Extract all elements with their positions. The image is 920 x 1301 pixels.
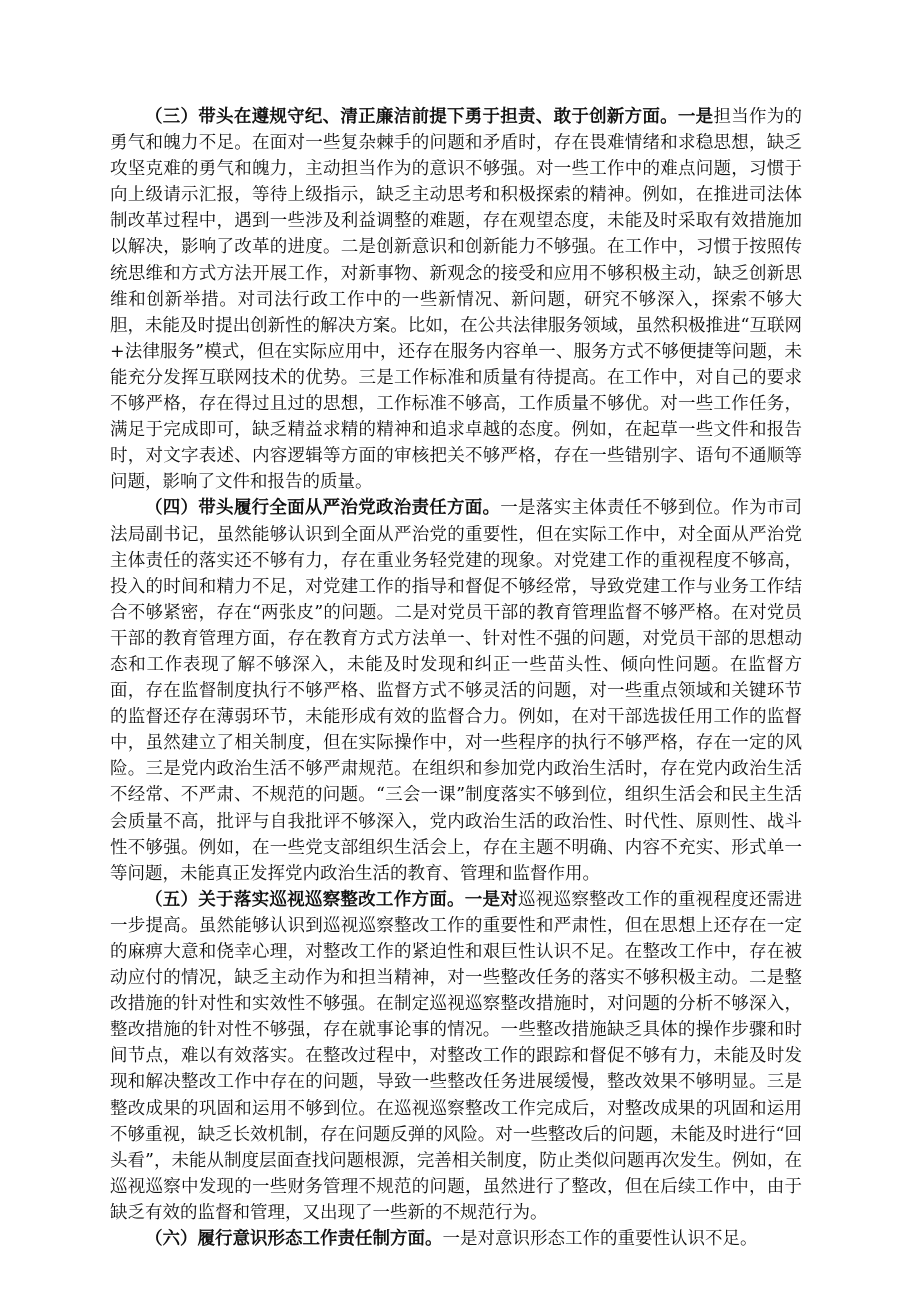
section-five-heading: （五）关于落实巡视巡察整改工作方面。一是对 bbox=[145, 889, 519, 910]
section-three-heading: （三）带头在遵规守纪、清正廉洁前提下勇于担责、敢于创新方面。一是 bbox=[145, 107, 714, 127]
section-four-paragraph bbox=[110, 495, 802, 886]
section-six-heading: （六）履行意识形态工作责任制方面。 bbox=[145, 1229, 443, 1250]
section-three-paragraph bbox=[110, 104, 802, 495]
section-five-body: 巡视巡察整改工作的重视程度还需进一步提高。虽然能够认识到巡视巡察整改工作的重要性和严肃性，但在思想上还存在一定的麻痹大意和侥幸心理，对整改工作的紧迫性和艰巨性认识不足。在整改工作中，存在被动应付的情况，缺乏主动作为和担当精神，对一些整改任务的落实不够积极主动。二是整改措施的针对性和实效性不够强。在制定巡视巡察整改措施时，对问题的分析不够深入，整改措施的针对性不够强，存在就事论事的情况。一些整改措施缺乏具体的操作步骤和时间节点，难以有效落实。在整改过程中，对整改工作的跟踪和督促不够有力，未能及时发现和解决整改工作中存在的问题，导致一些整改任务进展缓慢，整改效果不够明显。三是整改成果的巩固和运用不够到位。在巡视巡察整改工作完成后，对整改成果的巩固和运用不够重视，缺乏长效机制，存在问题反弹的风险。对一些整改后的问题，未能及时进行“回头看”，未能从制度层面查找问题根源，完善相关制度，防止类似问题再次发生。例如，在巡视巡察中发现的一些财务管理不规范的问题，虽然进行了整改，但在后续工作中，由于缺乏有效的监督和管理，又出现了一些新的不规范行为。 bbox=[110, 889, 803, 1223]
section-five-paragraph bbox=[110, 887, 802, 1226]
section-three-body: 担当作为的勇气和魄力不足。在面对一些复杂棘手的问题和矛盾时，存在畏难情绪和求稳思想，缺乏攻坚克难的勇气和魄力，主动担当作为的意识不够强。对一些工作中的难点问题，习惯于向上级请示汇报，等待上级指示，缺乏主动思考和积极探索的精神。例如，在推进司法体制改革过程中，遇到一些涉及利益调整的难题，存在观望态度，未能及时采取有效措施加以解决，影响了改革的进度。二是创新意识和创新能力不够强。在工作中，习惯于按照传统思维和方式方法开展工作，对新事物、新观念的接受和应用不够积极主动，缺乏创新思维和创新举措。对司法行政工作中的一些新情况、新问题，研究不够深入，探索不够大胆，未能及时提出创新性的解决方案。比如，在公共法律服务领域，虽然积极推进“互联网+法律服务”模式，但在实际应用中，还存在服务内容单一、服务方式不够便捷等问题，未能充分发挥互联网技术的优势。三是工作标准和质量有待提高。在工作中，对自己的要求不够严格，存在得过且过的思想，工作标准不够高，工作质量不够优。对一些工作任务，满足于完成即可，缺乏精益求精的精神和追求卓越的态度。例如，在起草一些文件和报告时，对文字表述、内容逻辑等方面的审核把关不够严格，存在一些错别字、语句不通顺等问题，影响了文件和报告的质量。 bbox=[110, 107, 803, 493]
document-page bbox=[110, 104, 802, 1252]
section-six-body: 一是对意识形态工作的重要性认识不足。 bbox=[442, 1229, 758, 1250]
section-four-body: 一是落实主体责任不够到位。作为市司法局副书记，虽然能够认识到全面从严治党的重要性，但在实际工作中，对全面从严治党主体责任的落实还不够有力，存在重业务轻党建的现象。对党建工作的重视程度不够高，投入的时间和精力不足，对党建工作的指导和督促不够经常，导致党建工作与业务工作结合不够紧密，存在“两张皮”的问题。二是对党员干部的教育管理监督不够严格。在对党员干部的教育管理方面，存在教育方式方法单一、针对性不强的问题，对党员干部的思想动态和工作表现了解不够深入，未能及时发现和纠正一些苗头性、倾向性问题。在监督方面，存在监督制度执行不够严格、监督方式不够灵活的问题，对一些重点领域和关键环节的监督还存在薄弱环节，未能形成有效的监督合力。例如，在对干部选拔任用工作的监督中，虽然建立了相关制度，但在实际操作中，对一些程序的执行不够严格，存在一定的风险。三是党内政治生活不够严肃规范。在组织和参加党内政治生活时，存在党内政治生活不经常、不严肃、不规范的问题。“三会一课”制度落实不够到位，组织生活会和民主生活会质量不高，批评与自我批评不够深入，党内政治生活的政治性、时代性、原则性、战斗性不够强。例如，在一些党支部组织生活会上，存在主题不明确、内容不充实、形式单一等问题，未能真正发挥党内政治生活的教育、管理和监督作用。 bbox=[110, 498, 803, 884]
section-four-heading: （四）带头履行全面从严治党政治责任方面。 bbox=[145, 498, 501, 519]
section-six-paragraph bbox=[110, 1226, 802, 1252]
